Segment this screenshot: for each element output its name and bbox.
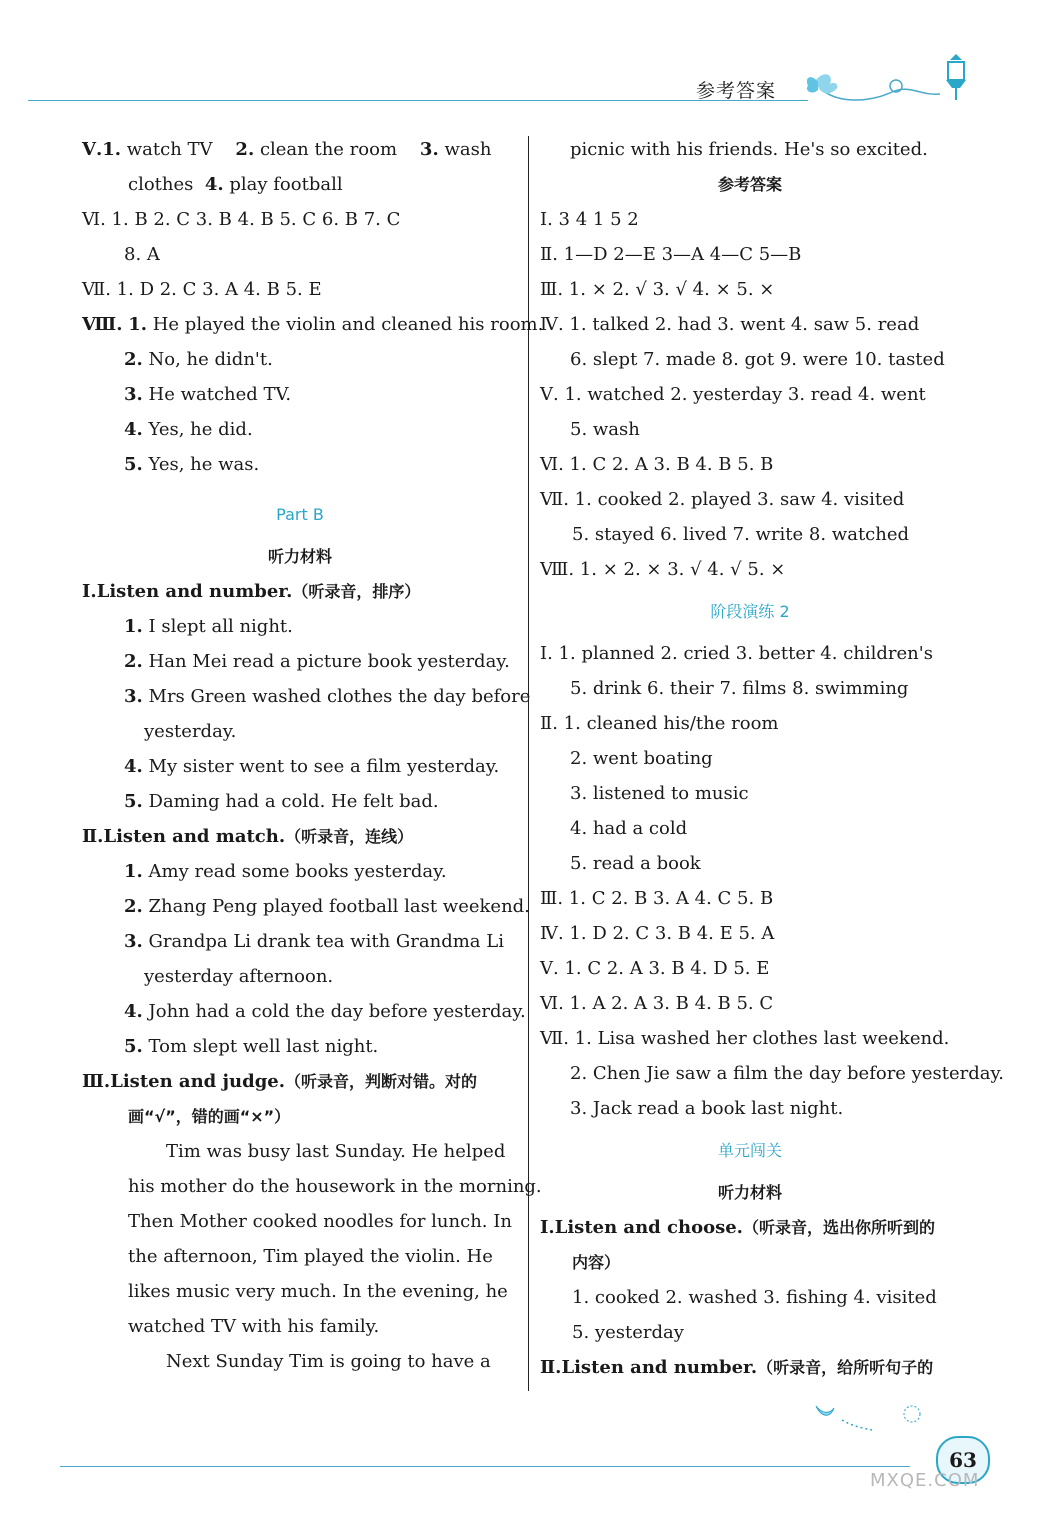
list-item: yesterday afternoon.: [144, 966, 334, 987]
answer-line: 3. Jack read a book last night.: [570, 1098, 844, 1119]
list-item: 4. John had a cold the day before yesterday.: [124, 1001, 526, 1022]
list-item: 2. Han Mei read a picture book yesterday.: [124, 651, 510, 672]
answer-line: 3. listened to music: [570, 783, 749, 804]
exercise-heading: Ⅰ.Listen and number.（听录音，排序）: [82, 581, 421, 602]
list-item: 5. Tom slept well last night.: [124, 1036, 379, 1057]
section-title-part-b: Part B: [276, 505, 324, 524]
exercise-heading-cont: 内容）: [572, 1253, 621, 1272]
passage-line: Next Sunday Tim is going to have a: [166, 1351, 491, 1372]
header-rule: [28, 100, 808, 101]
answer-line: Ⅵ. 1. B 2. C 3. B 4. B 5. C 6. B 7. C: [82, 209, 401, 230]
section-title-unit: 单元闯关: [717, 1141, 782, 1160]
answer-line: Ⅴ. 1. watched 2. yesterday 3. read 4. went: [540, 384, 926, 405]
answer-line: Ⅲ. 1. C 2. B 3. A 4. C 5. B: [540, 888, 774, 909]
list-item: 4. My sister went to see a film yesterday.: [124, 756, 500, 777]
list-item: 3. Grandpa Li drank tea with Grandma Li: [124, 931, 504, 952]
answer-line: Ⅶ. 1. cooked 2. played 3. saw 4. visited: [540, 489, 905, 510]
answer-line: Ⅴ. 1. C 2. A 3. B 4. D 5. E: [540, 958, 770, 979]
section-title-stage-2: 阶段演练 2: [710, 602, 790, 621]
page-number: 63: [936, 1436, 990, 1484]
passage-line: his mother do the housework in the morning.: [128, 1176, 542, 1197]
answer-line: Ⅱ. 1. cleaned his/the room: [540, 713, 779, 734]
left-column: [82, 132, 544, 1379]
listening-material-title: 听力材料: [717, 1183, 782, 1202]
list-item: 5. Daming had a cold. He felt bad.: [124, 791, 439, 812]
answer-line: Ⅴ.1. watch TV 2. clean the room 3. wash: [82, 139, 492, 160]
answer-line: Ⅷ. 1. × 2. × 3. √ 4. √ 5. ×: [540, 559, 786, 580]
exercise-heading: Ⅱ.Listen and number.（听录音，给所听句子的: [540, 1357, 934, 1378]
footer-rule: [60, 1466, 910, 1467]
answer-line: 2. No, he didn't.: [124, 349, 273, 370]
answer-line: 5. yesterday: [572, 1322, 684, 1343]
exercise-heading-cont: 画“√”，错的画“×”）: [128, 1107, 291, 1126]
answer-line: Ⅱ. 1—D 2—E 3—A 4—C 5—B: [540, 244, 802, 265]
list-item: yesterday.: [144, 721, 237, 742]
exercise-heading: Ⅰ.Listen and choose.（听录音，选出你所听到的: [540, 1217, 935, 1238]
list-item: 2. Zhang Peng played football last weekend.: [124, 896, 530, 917]
answer-line: 5. wash: [570, 419, 640, 440]
passage-line: likes music very much. In the evening, he: [128, 1281, 508, 1302]
answer-line: 8. A: [124, 244, 160, 265]
listening-material-title: 听力材料: [267, 547, 332, 566]
passage-line: watched TV with his family.: [128, 1316, 380, 1337]
answer-line: 5. stayed 6. lived 7. write 8. watched: [572, 524, 910, 545]
right-column: [540, 132, 1004, 1385]
answer-line: 2. went boating: [570, 748, 713, 769]
answer-line: 5. Yes, he was.: [124, 454, 260, 475]
bird-decoration-icon: [812, 1400, 932, 1444]
answer-line: Ⅲ. 1. × 2. √ 3. √ 4. × 5. ×: [540, 279, 775, 300]
answer-line: 3. He watched TV.: [124, 384, 292, 405]
header-title: 参考答案: [696, 80, 777, 102]
passage-line: picnic with his friends. He's so excited.: [570, 139, 928, 160]
answer-line: Ⅵ. 1. A 2. A 3. B 4. B 5. C: [540, 993, 774, 1014]
list-item: 1. Amy read some books yesterday.: [124, 861, 447, 882]
answer-line: 4. Yes, he did.: [124, 419, 253, 440]
answer-line: 5. drink 6. their 7. films 8. swimming: [570, 678, 909, 699]
answer-line: Ⅰ. 1. planned 2. cried 3. better 4. children's: [540, 643, 933, 664]
list-item: 3. Mrs Green washed clothes the day before: [124, 686, 531, 707]
exercise-heading: Ⅲ.Listen and judge.（听录音，判断对错。对的: [82, 1071, 478, 1092]
exercise-heading: Ⅱ.Listen and match.（听录音，连线）: [82, 826, 414, 847]
answer-line: 4. had a cold: [570, 818, 688, 839]
list-item: 1. I slept all night.: [124, 616, 293, 637]
answer-line: 6. slept 7. made 8. got 9. were 10. tasted: [570, 349, 945, 370]
passage-line: Tim was busy last Sunday. He helped: [166, 1141, 506, 1162]
answer-line: Ⅶ. 1. Lisa washed her clothes last weekend.: [540, 1028, 950, 1049]
passage-line: Then Mother cooked noodles for lunch. In: [128, 1211, 512, 1232]
answer-line: Ⅳ. 1. D 2. C 3. B 4. E 5. A: [540, 923, 775, 944]
watermark: MXQE.COM: [870, 1470, 980, 1491]
butterfly-lamp-decoration-icon: [800, 52, 980, 110]
answer-line: Ⅶ. 1. D 2. C 3. A 4. B 5. E: [82, 279, 322, 300]
answer-line: 2. Chen Jie saw a film the day before yesterday.: [570, 1063, 1004, 1084]
answer-key-title: 参考答案: [717, 175, 782, 194]
answer-line: clothes 4. play football: [128, 174, 343, 195]
passage-line: the afternoon, Tim played the violin. He: [128, 1246, 493, 1267]
answer-line: Ⅷ. 1. He played the violin and cleaned his room.: [82, 314, 544, 335]
answer-line: Ⅵ. 1. C 2. A 3. B 4. B 5. B: [540, 454, 774, 475]
answer-line: Ⅰ. 3 4 1 5 2: [540, 209, 639, 230]
answer-line: Ⅳ. 1. talked 2. had 3. went 4. saw 5. read: [540, 314, 920, 335]
answer-line: 1. cooked 2. washed 3. fishing 4. visited: [572, 1287, 937, 1308]
answer-line: 5. read a book: [570, 853, 701, 874]
